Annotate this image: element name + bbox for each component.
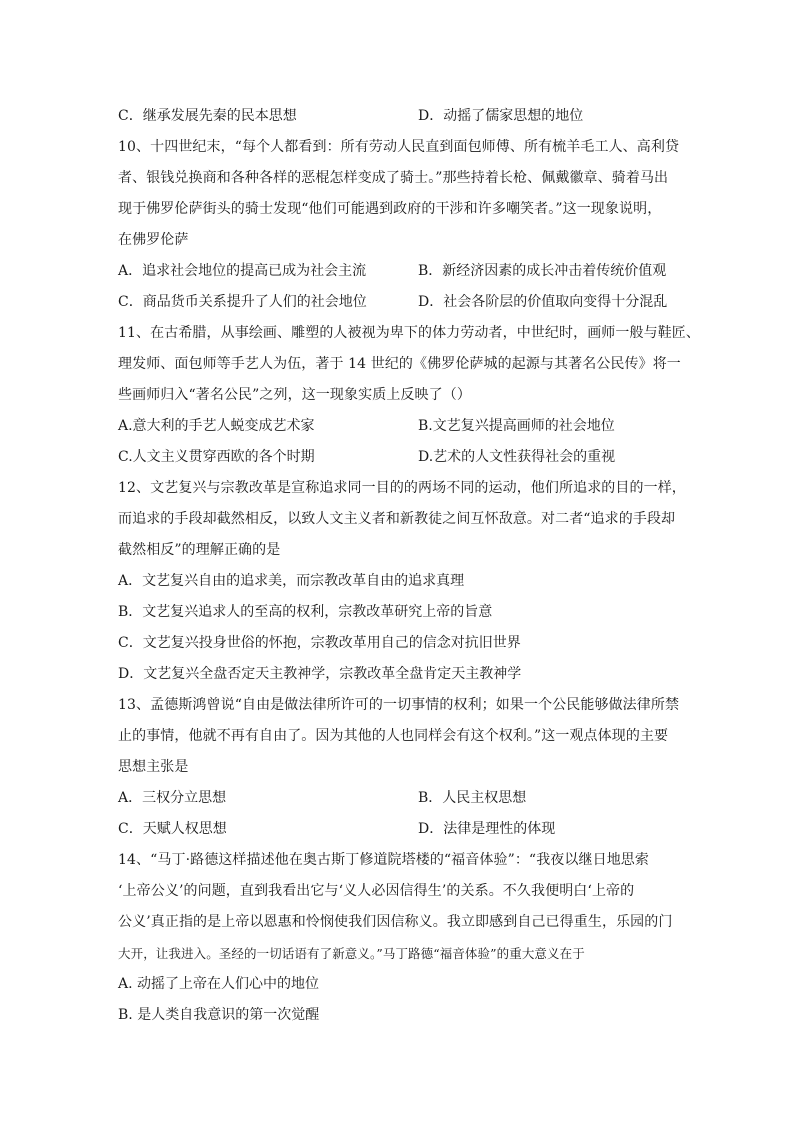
q11-stem-line: 些画师归入“著名公民”之列，这一现象实质上反映了（） [118, 387, 471, 403]
q13-options-ab [118, 783, 678, 814]
q10-options-ab [118, 256, 678, 287]
q10-stem-line: 10、十四世纪末，“每个人都看到：所有劳动人民直到面包师傅、所有梳羊毛工人、高利贷 [118, 139, 680, 155]
q12-option-c: C．文艺复兴投身世俗的怀抱，宗教改革用自己的信念对抗旧世界 [118, 635, 521, 651]
q10-option-b: B．新经济因素的成长冲击着传统价值观 [418, 263, 667, 279]
q10-option-d: D．社会各阶层的价值取向变得十分混乱 [418, 294, 668, 310]
q13-option-c: C．天赋人权思想 [118, 821, 227, 837]
q10-stem-line: 者、银钱兑换商和各种各样的恶棍怎样变成了骑士。”那些持着长枪、佩戴徽章、骑着马出 [118, 170, 669, 186]
q10-option-c: C．商品货币关系提升了人们的社会地位 [118, 294, 367, 310]
q14-stem-line: 14、“马丁·路德这样描述他在奥古斯丁修道院塔楼的“福音体验”：“我夜以继日地思索 [118, 852, 649, 868]
q12-option-a: A．文艺复兴自由的追求美，而宗教改革自由的追求真理 [118, 573, 465, 589]
question-11 [118, 318, 701, 473]
q14-stem-line: ‘上帝公义’的问题，直到我看出它与‘义人必因信得生’的关系。不久我便明白‘上帝的 [118, 883, 635, 899]
q11-option-b: B.文艺复兴提高画师的社会地位 [418, 418, 615, 434]
q11-options-cd [118, 442, 678, 473]
q10-options-cd [118, 287, 678, 318]
q11-stem-line: 11、在古希腊，从事绘画、雕塑的人被视为卑下的体力劳动者，中世纪时，画师一般与鞋匠、 [118, 325, 701, 341]
q13-stem-line: 止的事情，他就不再有自由了。因为其他的人也同样会有这个权利。”这一观点体现的主要 [118, 728, 669, 744]
q10-option-a: A．追求社会地位的提高已成为社会主流 [118, 263, 367, 279]
q12-stem-line: 12、文艺复兴与宗教改革是宣称追求同一目的的两场不同的运动，他们所追求的目的一样， [118, 480, 686, 496]
q11-option-c: C.人文主义贯穿西欧的各个时期 [118, 449, 315, 465]
question-12 [118, 473, 686, 690]
question-13 [118, 690, 678, 845]
q14-stem-line: 公义’真正指的是上帝以恩惠和怜悯使我们因信称义。我立即感到自己已得重生，乐园的门 [118, 914, 673, 930]
q9-option-c: C．继承发展先秦的民本思想 [118, 108, 297, 124]
q14-option-a: A. 动摇了上帝在人们心中的地位 [118, 976, 320, 992]
q13-option-d: D．法律是理性的体现 [418, 821, 556, 837]
question-10 [118, 132, 678, 318]
q11-stem-line: 理发师、面包师等手艺人为伍，著于 14 世纪的《佛罗伦萨城的起源与其著名公民传》将一 [118, 356, 681, 372]
q9-option-d: D．动摇了儒家思想的地位 [418, 108, 584, 124]
q14-option-b: B. 是人类自我意识的第一次觉醒 [118, 1007, 320, 1023]
q10-stem-line: 在佛罗伦萨 [118, 232, 189, 248]
q9-options-cd [118, 101, 678, 132]
q10-stem-line: 现于佛罗伦萨街头的骑士发现“他们可能遇到政府的干涉和许多嘲笑者。”这一现象说明， [118, 201, 662, 217]
q11-option-a: A.意大利的手艺人蜕变成艺术家 [118, 418, 315, 434]
q11-option-d: D.艺术的人文性获得社会的重视 [418, 449, 616, 465]
q14-stem-line: 大开，让我进入。圣经的一切话语有了新意义。”马丁路德“福音体验”的重大意义在于 [118, 946, 585, 961]
q12-option-b: B．文艺复兴追求人的至高的权利，宗教改革研究上帝的旨意 [118, 604, 493, 620]
q13-stem-line: 思想主张是 [118, 759, 189, 775]
page-content [118, 101, 701, 1031]
q13-stem-line: 13、孟德斯鸿曾说“自由是做法律所许可的一切事情的权利；如果一个公民能够做法律所禁 [118, 697, 680, 713]
q13-option-a: A．三权分立思想 [118, 790, 227, 806]
q12-stem-line: 而追求的手段却截然相反，以致人文主义者和新教徒之间互怀敌意。对二者“追求的手段却 [118, 511, 676, 527]
q13-option-b: B．人民主权思想 [418, 790, 527, 806]
q11-options-ab [118, 411, 678, 442]
question-14 [118, 845, 678, 1031]
q13-options-cd [118, 814, 678, 845]
q12-option-d: D．文艺复兴全盘否定天主教神学，宗教改革全盘肯定天主教神学 [118, 666, 522, 682]
q12-stem-line: 截然相反”的理解正确的是 [118, 542, 281, 558]
